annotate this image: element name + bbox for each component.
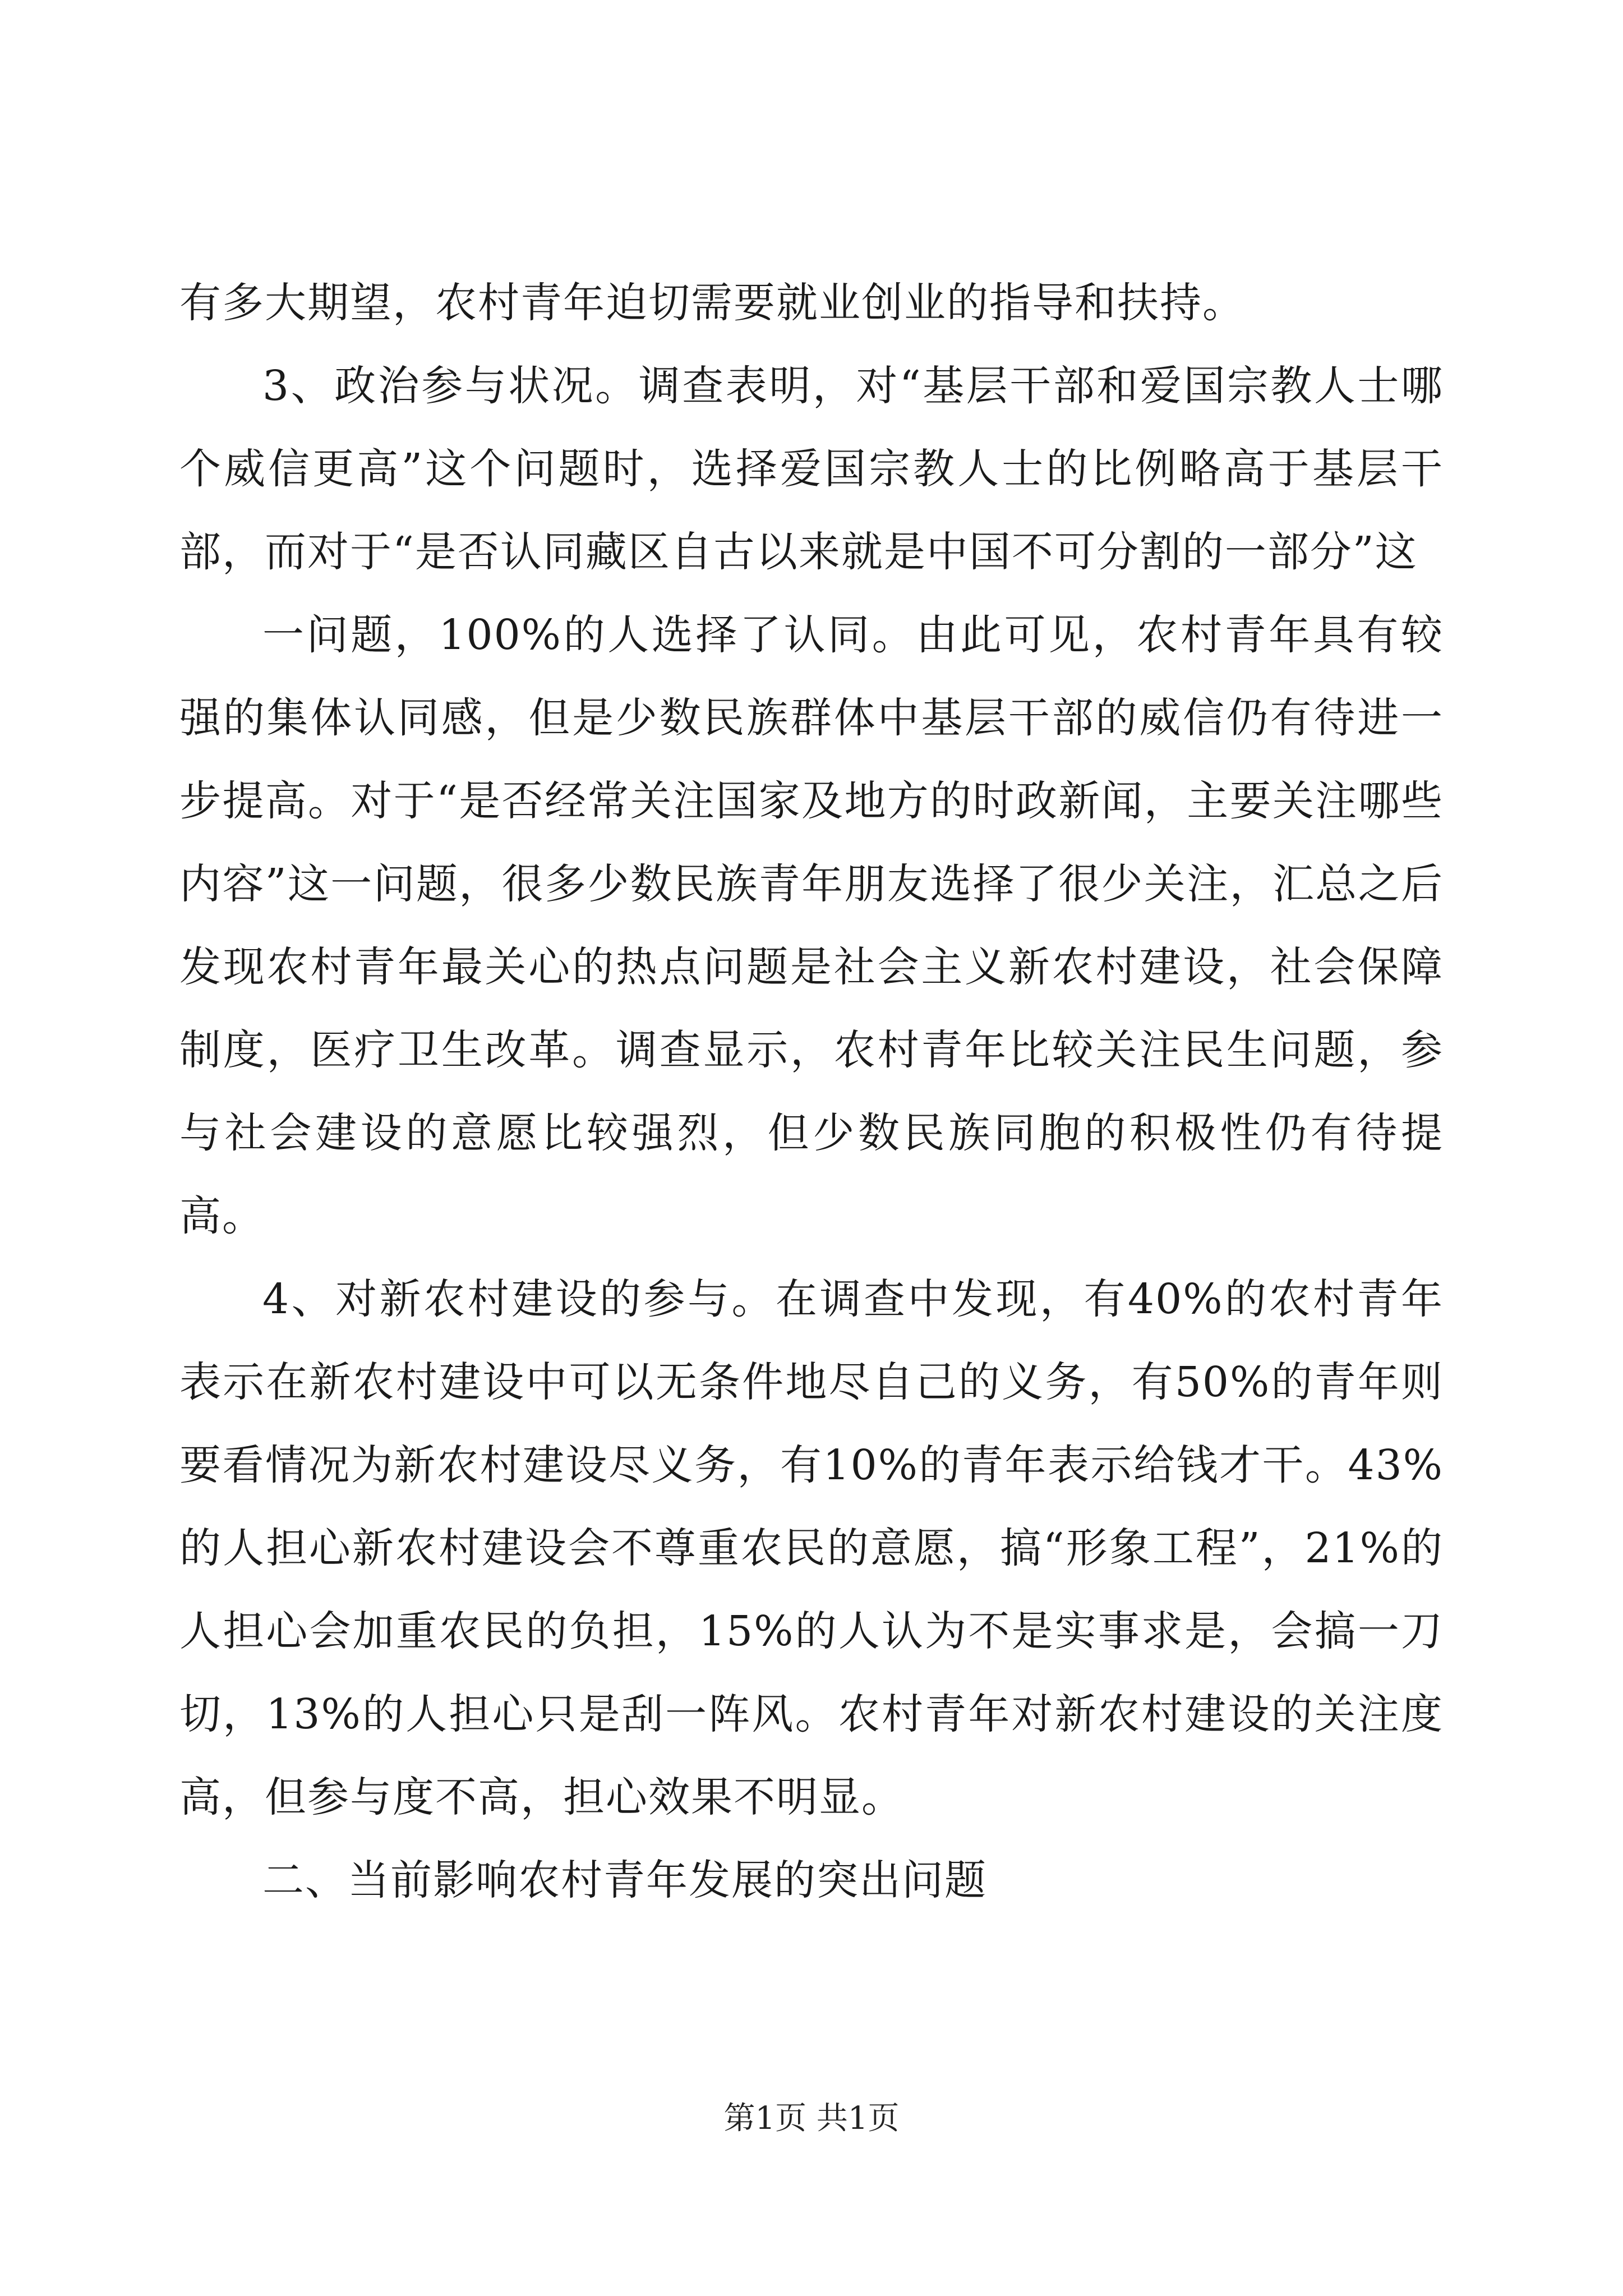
section-heading-2: 二、当前影响农村青年发展的突出问题 (262, 1856, 987, 1904)
paragraph-new-countryside: 4、对新农村建设的参与。在调查中发现，有40%的农村青年表示在新农村建设中可以无条件地尽自己的义务，有50%的青年则要看情况为新农村建设尽义务，有10%的青年表示给钱才干。43%的人担心新农村建设会不尊重农民的意愿，搞“形象工程”，21%的人担心会加重农民的负担，15%的人认为不是实事求是，会搞一刀切，13%的人担心只是刮一阵风。农村青年对新农村建设的关注度高，但参与度不高，担心效果不明显。 (179, 1275, 1444, 1821)
paragraph-identity-and-news: 一问题，100%的人选择了认同。由此可见，农村青年具有较强的集体认同感，但是少数民族群体中基层干部的威信仍有待进一步提高。对于“是否经常关注国家及地方的时政新闻，主要关注哪些内容”这一问题，很多少数民族青年朋友选择了很少关注，汇总之后发现农村青年最关心的热点问题是社会主义新农村建设，社会保障制度，医疗卫生改革。调查显示，农村青年比较关注民生问题，参与社会建设的意愿比较强烈，但少数民族同胞的积极性仍有待提高。 (179, 611, 1444, 1240)
page-footer: 第1页 共1页 (723, 2100, 900, 2137)
document-body (179, 261, 1444, 1922)
paragraph-political-participation: 3、政治参与状况。调查表明，对“基层干部和爱国宗教人士哪个威信更高”这个问题时，选择爱国宗教人士的比例略高于基层干部，而对于“是否认同藏区自古以来就是中国不可分割的一部分”这 (179, 362, 1444, 576)
paragraph-continuation: 有多大期望，农村青年迫切需要就业创业的指导和扶持。 (179, 279, 1245, 327)
